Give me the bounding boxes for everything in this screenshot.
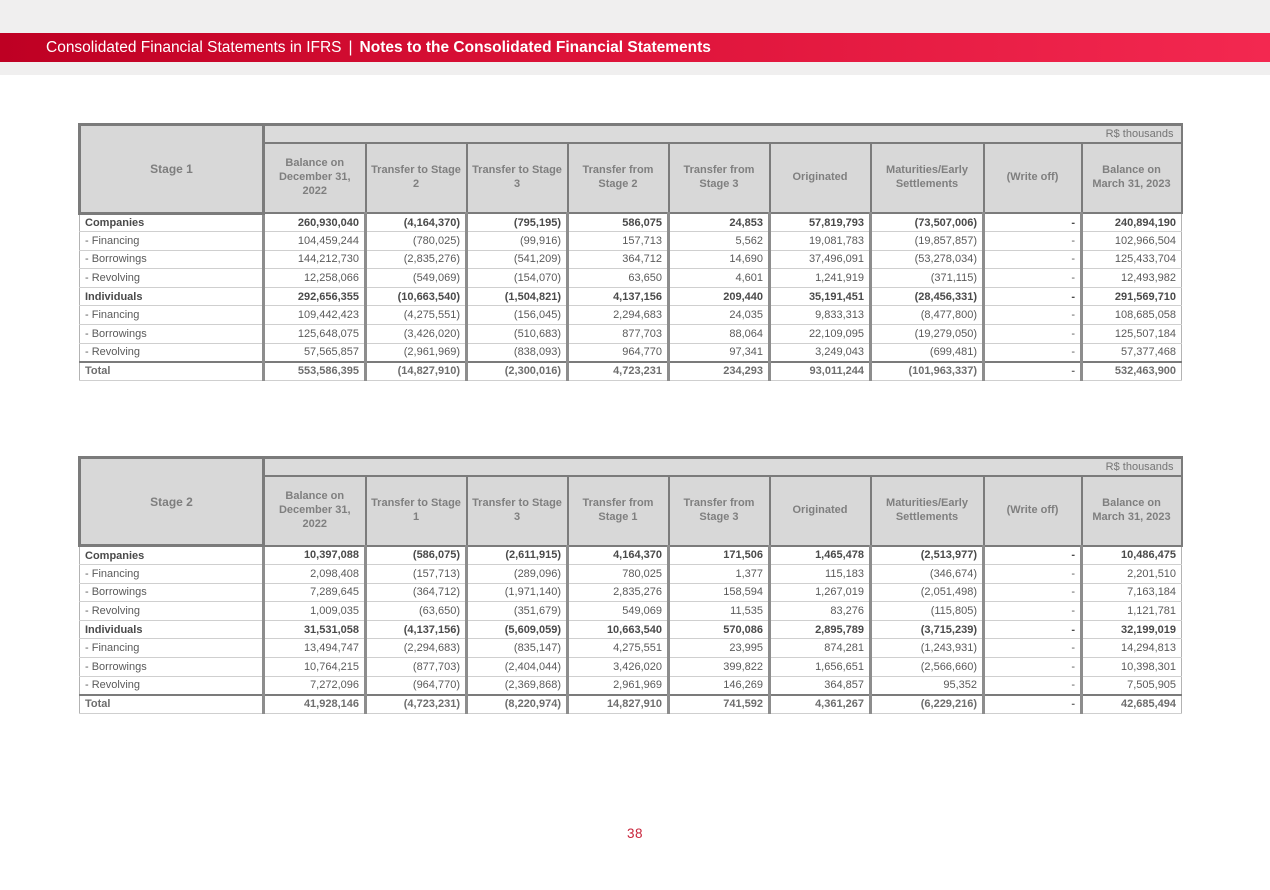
cell-value: 57,819,793 [770,213,871,232]
cell-value: (780,025) [366,232,467,251]
column-header: (Write off) [984,476,1082,546]
table-row [80,325,1182,344]
cell-value: (2,611,915) [467,546,568,565]
column-header: Maturities/Early Settlements [871,143,984,213]
cell-value: (3,715,239) [871,620,984,639]
stage2-movement-table [78,456,1270,714]
cell-value: (156,045) [467,306,568,325]
cell-value: 24,035 [669,306,770,325]
cell-value: (63,650) [366,602,467,621]
column-header: Transfer to Stage 2 [366,143,467,213]
cell-value: (101,963,337) [871,362,984,381]
cell-value: (4,723,231) [366,695,467,714]
cell-value: 24,853 [669,213,770,232]
cell-value: 9,833,313 [770,306,871,325]
stage1-movement-table [78,123,1270,381]
cell-value: 7,163,184 [1082,583,1182,602]
row-label: - Revolving [80,676,264,695]
cell-value: (795,195) [467,213,568,232]
cell-value: (2,051,498) [871,583,984,602]
cell-value: (115,805) [871,602,984,621]
cell-value: (99,916) [467,232,568,251]
row-label: Total [80,695,264,714]
cell-value: 144,212,730 [264,250,366,269]
cell-value: 877,703 [568,325,669,344]
cell-value: 260,930,040 [264,213,366,232]
column-header: Balance on March 31, 2023 [1082,143,1182,213]
row-label: Companies [80,546,264,565]
row-label: - Borrowings [80,657,264,676]
cell-value: 14,690 [669,250,770,269]
column-header: (Write off) [984,143,1082,213]
row-label: - Borrowings [80,250,264,269]
cell-value: 399,822 [669,657,770,676]
cell-value: 31,531,058 [264,620,366,639]
cell-value: 570,086 [669,620,770,639]
cell-value: 4,137,156 [568,287,669,306]
cell-value: 1,241,919 [770,269,871,288]
cell-value: - [984,232,1082,251]
cell-value: (157,713) [366,564,467,583]
column-header: Balance on December 31, 2022 [264,143,366,213]
cell-value: (510,683) [467,325,568,344]
cell-value: - [984,343,1082,362]
table-row [80,695,1182,714]
cell-value: 292,656,355 [264,287,366,306]
cell-value: 115,183 [770,564,871,583]
title-separator: | [348,38,353,56]
table-row [80,546,1182,565]
row-label: Companies [80,213,264,232]
cell-value: 1,377 [669,564,770,583]
cell-value: (351,679) [467,602,568,621]
cell-value: 157,713 [568,232,669,251]
column-header: Transfer to Stage 1 [366,476,467,546]
cell-value: (699,481) [871,343,984,362]
row-label: - Financing [80,639,264,658]
cell-value: 23,995 [669,639,770,658]
cell-value: 108,685,058 [1082,306,1182,325]
cell-value: 1,267,019 [770,583,871,602]
cell-value: 10,398,301 [1082,657,1182,676]
cell-value: 1,121,781 [1082,602,1182,621]
cell-value: 10,397,088 [264,546,366,565]
cell-value: 146,269 [669,676,770,695]
cell-value: (586,075) [366,546,467,565]
row-label: Total [80,362,264,381]
cell-value: (2,961,969) [366,343,467,362]
table-row [80,620,1182,639]
cell-value: 14,294,813 [1082,639,1182,658]
cell-value: 4,275,551 [568,639,669,658]
cell-value: - [984,657,1082,676]
table-row [80,269,1182,288]
cell-value: (4,137,156) [366,620,467,639]
content-area [0,123,1270,841]
cell-value: 7,289,645 [264,583,366,602]
cell-value: (541,209) [467,250,568,269]
cell-value: 4,361,267 [770,695,871,714]
cell-value: 22,109,095 [770,325,871,344]
cell-value: 364,712 [568,250,669,269]
cell-value: (8,220,974) [467,695,568,714]
stage-header-cell: Stage 1 [80,125,264,214]
table-row [80,602,1182,621]
cell-value: 549,069 [568,602,669,621]
cell-value: 10,663,540 [568,620,669,639]
table-row [80,362,1182,381]
cell-value: 532,463,900 [1082,362,1182,381]
cell-value: 37,496,091 [770,250,871,269]
cell-value: 1,656,651 [770,657,871,676]
cell-value: 102,966,504 [1082,232,1182,251]
cell-value: (6,229,216) [871,695,984,714]
cell-value: (877,703) [366,657,467,676]
cell-value: (8,477,800) [871,306,984,325]
cell-value: (19,857,857) [871,232,984,251]
cell-value: 2,895,789 [770,620,871,639]
cell-value: 125,507,184 [1082,325,1182,344]
cell-value: (2,294,683) [366,639,467,658]
cell-value: - [984,695,1082,714]
cell-value: (10,663,540) [366,287,467,306]
cell-value: (289,096) [467,564,568,583]
cell-value: (53,278,034) [871,250,984,269]
cell-value: - [984,287,1082,306]
unit-label-cell: R$ thousands [264,125,1182,144]
cell-value: 1,465,478 [770,546,871,565]
page-number: 38 [626,825,644,841]
cell-value: 964,770 [568,343,669,362]
cell-value: 553,586,395 [264,362,366,381]
cell-value: (3,426,020) [366,325,467,344]
cell-value: (1,504,821) [467,287,568,306]
row-label: Individuals [80,287,264,306]
cell-value: (371,115) [871,269,984,288]
cell-value: 125,648,075 [264,325,366,344]
cell-value: - [984,325,1082,344]
cell-value: 240,894,190 [1082,213,1182,232]
cell-value: 11,535 [669,602,770,621]
table-row [80,343,1182,362]
column-header: Transfer to Stage 3 [467,143,568,213]
row-label: - Revolving [80,602,264,621]
cell-value: (19,279,050) [871,325,984,344]
column-header: Balance on March 31, 2023 [1082,476,1182,546]
table-row [80,232,1182,251]
cell-value: (364,712) [366,583,467,602]
cell-value: 32,199,019 [1082,620,1182,639]
unit-label-cell: R$ thousands [264,457,1182,476]
cell-value: (73,507,006) [871,213,984,232]
cell-value: 7,272,096 [264,676,366,695]
column-header: Transfer from Stage 3 [669,476,770,546]
cell-value: 35,191,451 [770,287,871,306]
cell-value: 234,293 [669,362,770,381]
financial-table [78,456,1183,714]
cell-value: 209,440 [669,287,770,306]
cell-value: - [984,564,1082,583]
column-header: Transfer to Stage 3 [467,476,568,546]
row-label: - Borrowings [80,325,264,344]
cell-value: 125,433,704 [1082,250,1182,269]
cell-value: 41,928,146 [264,695,366,714]
cell-value: 109,442,423 [264,306,366,325]
cell-value: (835,147) [467,639,568,658]
cell-value: 12,493,982 [1082,269,1182,288]
cell-value: 93,011,244 [770,362,871,381]
cell-value: - [984,639,1082,658]
cell-value: 12,258,066 [264,269,366,288]
cell-value: (2,566,660) [871,657,984,676]
row-label: - Financing [80,564,264,583]
cell-value: (2,513,977) [871,546,984,565]
cell-value: 158,594 [669,583,770,602]
cell-value: 19,081,783 [770,232,871,251]
column-header: Transfer from Stage 3 [669,143,770,213]
top-margin-strip [0,0,1270,33]
section-title-bar [0,33,1270,62]
cell-value: 7,505,905 [1082,676,1182,695]
cell-value: (28,456,331) [871,287,984,306]
cell-value: 3,426,020 [568,657,669,676]
cell-value: 42,685,494 [1082,695,1182,714]
cell-value: 57,377,468 [1082,343,1182,362]
sub-margin-strip [0,62,1270,75]
stage-header-cell: Stage 2 [80,457,264,546]
cell-value: 4,601 [669,269,770,288]
column-header: Transfer from Stage 2 [568,143,669,213]
row-label: Individuals [80,620,264,639]
cell-value: 2,294,683 [568,306,669,325]
cell-value: 4,164,370 [568,546,669,565]
cell-value: 586,075 [568,213,669,232]
table-row [80,657,1182,676]
cell-value: (1,971,140) [467,583,568,602]
column-header: Transfer from Stage 1 [568,476,669,546]
table-row [80,287,1182,306]
cell-value: - [984,620,1082,639]
cell-value: 95,352 [871,676,984,695]
cell-value: 83,276 [770,602,871,621]
cell-value: 4,723,231 [568,362,669,381]
section-title-emphasis: Notes to the Consolidated Financial Statements [359,38,711,56]
table-row [80,676,1182,695]
cell-value: 14,827,910 [568,695,669,714]
section-title-prefix: Consolidated Financial Statements in IFRS [46,38,342,56]
cell-value: 2,098,408 [264,564,366,583]
column-header: Maturities/Early Settlements [871,476,984,546]
cell-value: (549,069) [366,269,467,288]
cell-value: (838,093) [467,343,568,362]
column-header: Originated [770,143,871,213]
column-header: Balance on December 31, 2022 [264,476,366,546]
cell-value: 10,764,215 [264,657,366,676]
cell-value: 1,009,035 [264,602,366,621]
row-label: - Financing [80,306,264,325]
row-label: - Financing [80,232,264,251]
cell-value: 364,857 [770,676,871,695]
cell-value: (2,369,868) [467,676,568,695]
table-row [80,250,1182,269]
cell-value: 171,506 [669,546,770,565]
cell-value: 57,565,857 [264,343,366,362]
cell-value: 291,569,710 [1082,287,1182,306]
cell-value: 780,025 [568,564,669,583]
table-row [80,306,1182,325]
cell-value: 13,494,747 [264,639,366,658]
row-label: - Revolving [80,269,264,288]
cell-value: - [984,362,1082,381]
cell-value: (4,275,551) [366,306,467,325]
cell-value: - [984,546,1082,565]
table-row [80,583,1182,602]
row-label: - Revolving [80,343,264,362]
cell-value: (2,835,276) [366,250,467,269]
cell-value: - [984,602,1082,621]
cell-value: (1,243,931) [871,639,984,658]
cell-value: 63,650 [568,269,669,288]
column-header: Originated [770,476,871,546]
row-label: - Borrowings [80,583,264,602]
cell-value: - [984,213,1082,232]
cell-value: - [984,250,1082,269]
table-row [80,564,1182,583]
cell-value: 741,592 [669,695,770,714]
cell-value: (2,300,016) [467,362,568,381]
cell-value: (154,070) [467,269,568,288]
financial-table [78,123,1183,381]
cell-value: (346,674) [871,564,984,583]
cell-value: - [984,583,1082,602]
table-row [80,213,1182,232]
cell-value: - [984,306,1082,325]
cell-value: 3,249,043 [770,343,871,362]
cell-value: 10,486,475 [1082,546,1182,565]
cell-value: (5,609,059) [467,620,568,639]
cell-value: 88,064 [669,325,770,344]
cell-value: (2,404,044) [467,657,568,676]
cell-value: 104,459,244 [264,232,366,251]
cell-value: 2,835,276 [568,583,669,602]
cell-value: 97,341 [669,343,770,362]
cell-value: 874,281 [770,639,871,658]
cell-value: - [984,269,1082,288]
cell-value: 5,562 [669,232,770,251]
cell-value: 2,201,510 [1082,564,1182,583]
cell-value: (14,827,910) [366,362,467,381]
cell-value: - [984,676,1082,695]
cell-value: (964,770) [366,676,467,695]
cell-value: (4,164,370) [366,213,467,232]
table-row [80,639,1182,658]
cell-value: 2,961,969 [568,676,669,695]
